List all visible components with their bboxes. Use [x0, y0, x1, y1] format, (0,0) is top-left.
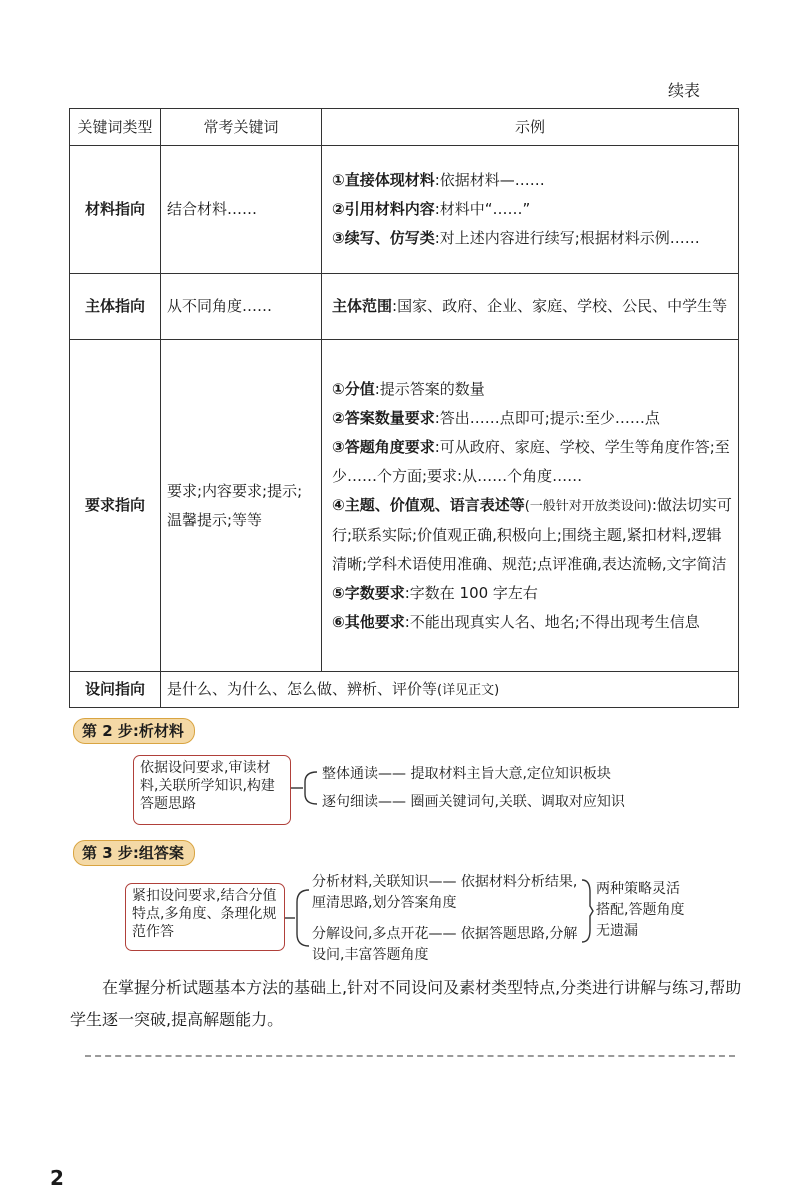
example-line: ①分值:提示答案的数量	[332, 379, 485, 398]
step3-box: 紧扣设问要求,结合分值特点,多角度、条理化规范作答	[125, 883, 285, 951]
keywords-cell: 从不同角度……	[161, 274, 322, 340]
summary-paragraph: 在掌握分析试题基本方法的基础上,针对不同设问及素材类型特点,分类进行讲解与练习,帮助学生逐一突破,提高解题能力。	[70, 978, 742, 1029]
step2-bracket	[291, 770, 321, 806]
step2-box: 依据设问要求,审读材料,关联所学知识,构建答题思路	[133, 755, 291, 825]
example-line: ⑥其他要求:不能出现真实人名、地名;不得出现考生信息	[332, 612, 700, 631]
type-cell: 设问指向	[70, 672, 161, 708]
table-row	[70, 340, 739, 672]
step3-branch-1: 分析材料,关联知识—— 依据材料分析结果,厘清思路,划分答案角度	[312, 874, 578, 911]
example-line: ②引用材料内容:材料中“……”	[332, 200, 531, 218]
step2-branch-2: 逐句细读—— 圈画关键词句,关联、调取对应知识	[322, 794, 625, 810]
step3-branch-2: 分解设问,多点开花—— 依据答题思路,分解设问,丰富答题角度	[312, 926, 578, 963]
dashed-divider	[85, 1055, 735, 1057]
example-line: 主体范围:国家、政府、企业、家庭、学校、公民、中学生等	[332, 297, 728, 315]
example-line: ③续写、仿写类:对上述内容进行续写;根据材料示例……	[332, 229, 700, 247]
table-row	[70, 274, 739, 340]
keywords-cell: 要求;内容要求;提示;温馨提示;等等	[161, 340, 322, 672]
type-cell: 材料指向	[70, 146, 161, 274]
page-number: 2	[50, 1166, 64, 1190]
step2-label: 第 2 步:析材料	[73, 718, 195, 744]
type-cell: 要求指向	[70, 340, 161, 672]
header-type: 关键词类型	[70, 109, 161, 146]
keyword-table	[69, 108, 739, 708]
examples-cell	[322, 274, 739, 340]
example-line: ②答案数量要求:答出……点即可;提示:至少……点	[332, 408, 660, 427]
header-examples: 示例	[322, 109, 739, 146]
table-header-row	[70, 109, 739, 146]
example-line: ③答题角度要求:可从政府、家庭、学校、学生等角度作答;至少……个方面;要求:从……个角度……	[332, 437, 730, 485]
step3-result: 两种策略灵活搭配,答题角度无遗漏	[596, 881, 685, 939]
step3-bracket	[285, 888, 315, 948]
example-line: ④主题、价值观、语言表述等(一般针对开放类设问):做法切实可行;联系实际;价值观正确,积极向上;围绕主题,紧扣材料,逻辑清晰;学科术语使用准确、规范;点评准确,表达流畅,文字简洁	[332, 495, 732, 573]
examples-cell	[322, 146, 739, 274]
step2-branch-1: 整体通读—— 提取材料主旨大意,定位知识板块	[322, 766, 611, 782]
keywords-cell: 结合材料……	[161, 146, 322, 274]
examples-cell	[322, 340, 739, 672]
step3-label: 第 3 步:组答案	[73, 840, 195, 866]
table-row	[70, 146, 739, 274]
type-cell: 主体指向	[70, 274, 161, 340]
header-keywords: 常考关键词	[161, 109, 322, 146]
span-cell: 是什么、为什么、怎么做、辨析、评价等(详见正文)	[161, 672, 739, 708]
table-row	[70, 672, 739, 708]
example-line: ⑤字数要求:字数在 100 字左右	[332, 583, 538, 602]
step3-right-bracket	[580, 878, 594, 944]
continued-label: 续表	[668, 81, 701, 100]
example-line: ①直接体现材料:依据材料—……	[332, 171, 545, 189]
